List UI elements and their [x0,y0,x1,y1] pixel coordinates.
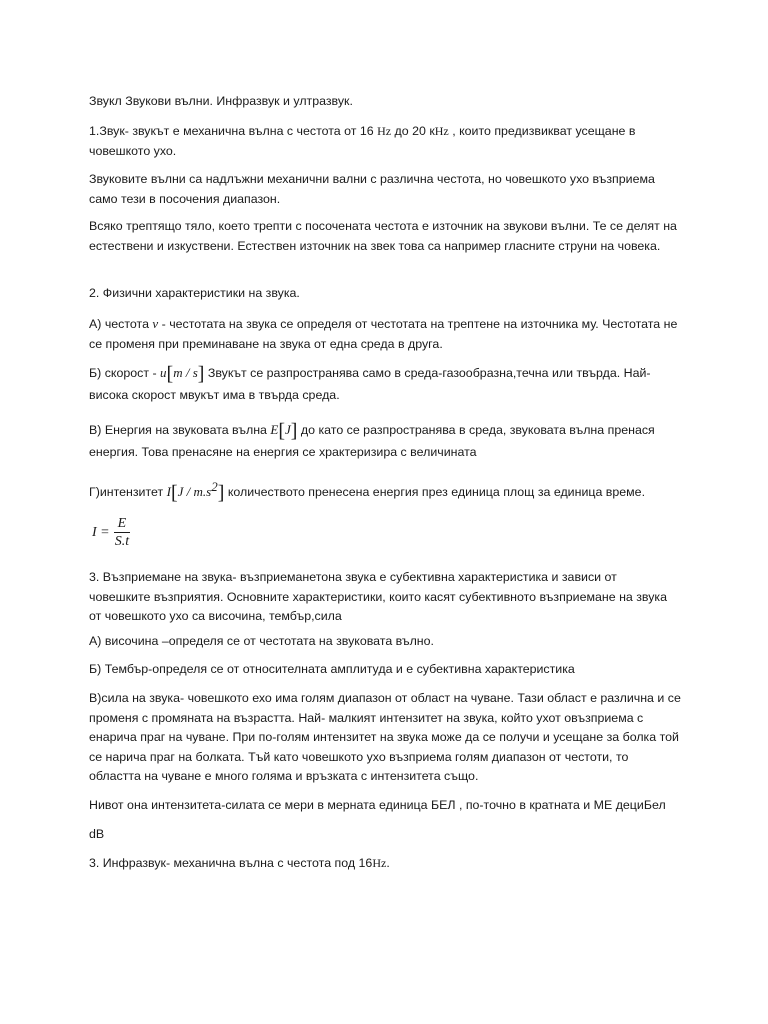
frequency-symbol: ν [152,316,159,331]
hz-unit: Hz [434,124,449,138]
formula-lhs: I = [92,524,110,540]
paragraph-sound-definition: 1.Звук- звукът е механична вълна с честота от 16 Hz до 20 кHz , които предизвикват усещане в човешкото ухо. [89,124,636,158]
paragraph-sound-sources: Всяко трептящо тяло, което трепти с посочената честота е източник на звукови вълни. Те се делят на естествени и изкуствени. Естествен източник на звек това са например гласните струни на човека. [89,219,677,253]
paragraph-loudness: В)сила на звука- човешкото ехо има голям диапазон от област на чуване. Тази област е различна и се променя с промяната на възрастта. Най- малкият интензитет на звука, който ухот овъзприема с енарича праг на чуване. При по-голям интензитет на звука може да се получи и усещане за болка той се нарича праг на болката. Тъй като човешкото ухо възприема голям диапазон от честоти, то областта на чуване е много голяма и връзката с интензитета също. [89,691,681,784]
document-title: Звукл Звукови вълни. Инфразвук и ултразвук. [89,94,353,108]
paragraph-longitudinal-waves: Звуковите вълни са надлъжни механични вални с различна честота, но човешкото ухо възприема само тези в посочения диапазон. [89,172,655,206]
intensity-formula [92,515,130,550]
formula-denominator: S.t [114,534,130,549]
paragraph-speed: Б) скорост - u[m / s] Звукът се разпространява само в среда-газообразна,течна или твърда. Най- висока скорост мвукът има в твърда среда. [89,363,651,402]
decibel-label: dB [89,827,105,841]
section-heading-infrasound: 3. Инфразвук- механична вълна с честота под 16Hz. [89,856,390,870]
paragraph-bel-unit: Нивот она интензитета-силата се мери в мерната единица БЕЛ , по-точно в кратната и МЕ дециБел [89,798,666,812]
hz-unit: Hz [372,856,387,870]
paragraph-frequency: А) честота ν - честотата на звука се определя от честотата на трептене на източника му. Честотата не се променя при преминаване на звука от една среда в друга. [89,316,678,351]
paragraph-energy: В) Енергия на звуковата вълна E[J] до като се разпространява в среда, звуковата вълна пренася енергия. Това пренасяне на енергия се храктеризира с величината [89,420,655,459]
paragraph-intensity: Г)интензитет $I[J / m.s^2]$ количеството пренесена енергия през единица площ за единица време. [89,479,646,505]
section-heading-perception: 3. Възприемане на звука- възприеманетона звука е субективна характеристика и зависи от човешките възприятия. Основните характеристики, които касят субективното възприемане на звука от човешкото ухо са височина, тембър,сила [89,570,668,624]
section-heading-physical: 2. Физични характеристики на звука. [89,286,300,300]
formula-numerator: E [114,515,131,533]
paragraph-pitch: А) височина –определя се от честотата на звуковата вълно. [89,634,434,648]
paragraph-timbre: Б) Тембър-определя се от относителната амплитуда и е субективна характеристика [89,662,575,676]
hz-unit: Hz [377,124,392,138]
